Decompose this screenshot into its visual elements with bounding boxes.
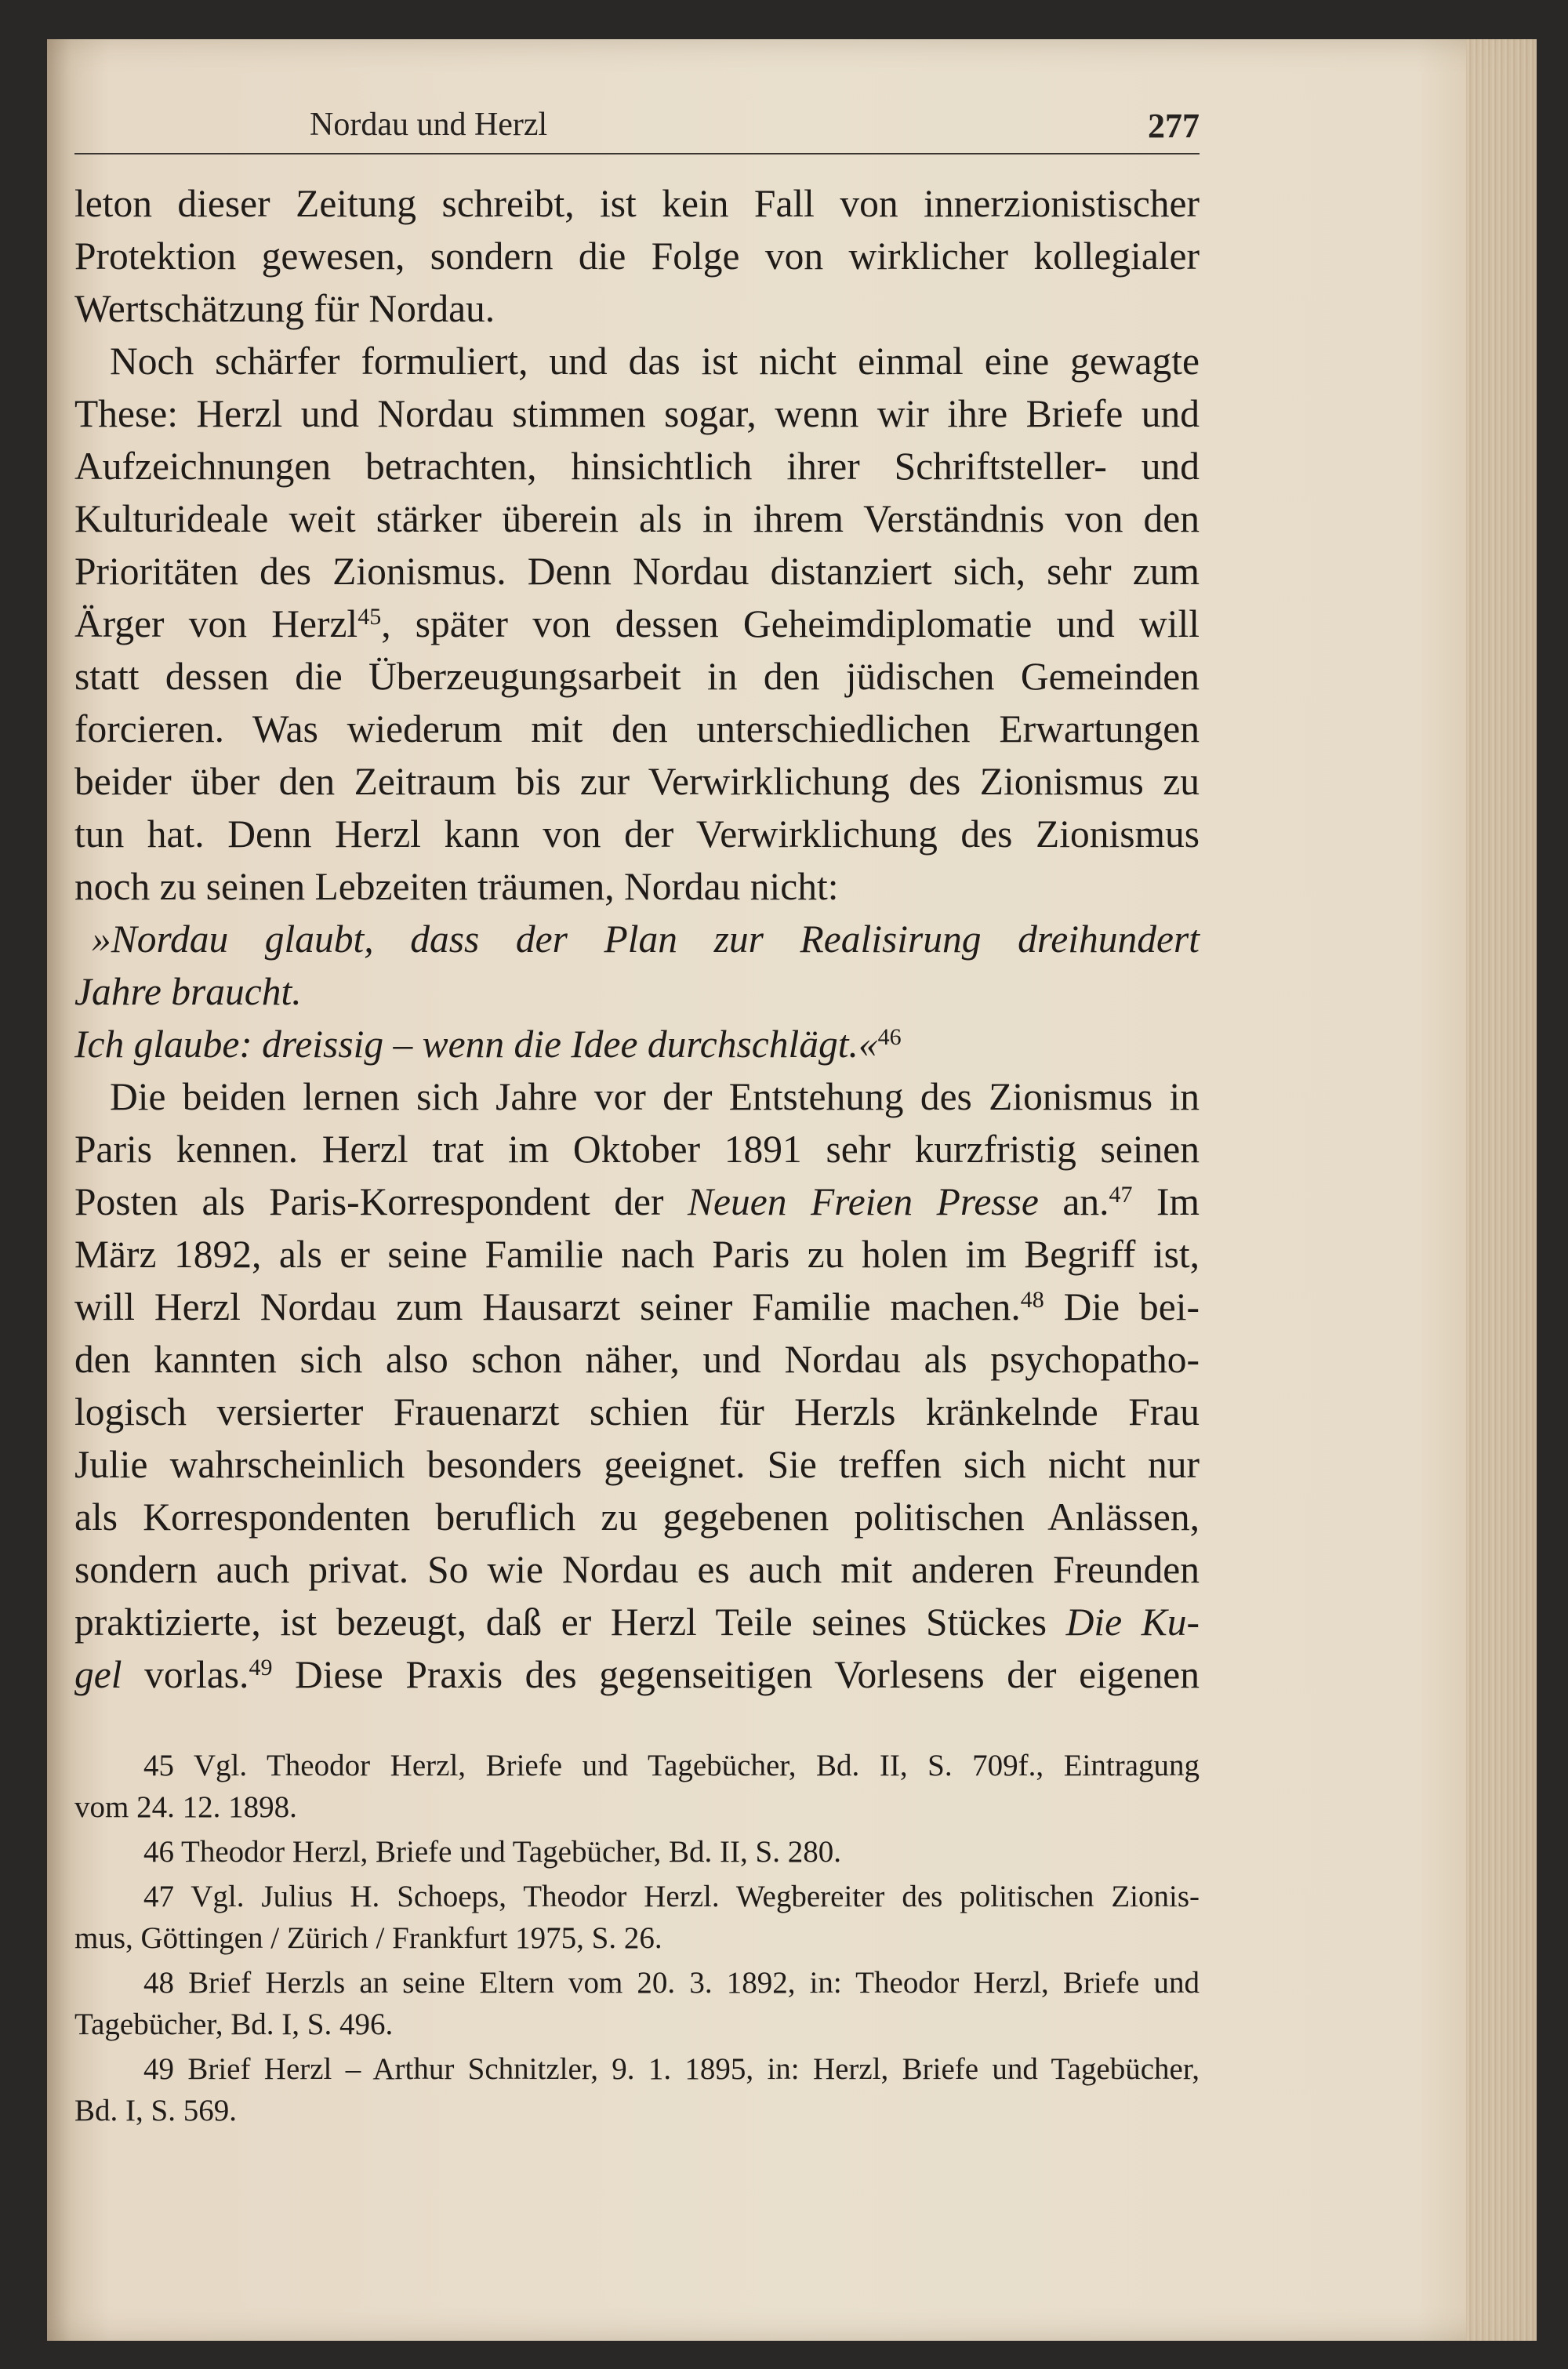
footnote-line: 48 Brief Herzls an seine Eltern vom 20. 3. 1892, in: Theodor Herzl, Briefe und [143,1966,1200,2000]
text-line: forcieren. Was wiederum mit den unterschiedlichen Erwartungen [74,707,1200,750]
text-line: Noch schärfer formuliert, und das ist nicht einmal eine gewagte [110,340,1200,383]
text-line: praktizierte, ist bezeugt, daß er Herzl Teile seines Stückes Die Ku- [74,1601,1200,1644]
footnote-ref-48: 48 [1020,1287,1044,1313]
footnote-ref-49: 49 [249,1655,273,1680]
text-line: Julie wahrscheinlich besonders geeignet. Sie treffen sich nicht nur [74,1443,1200,1486]
footnote-ref-45: 45 [358,604,382,630]
quote-line: Jahre braucht. [74,970,302,1013]
quote-line: Ich glaube: dreissig – wenn die Idee durchschlägt.«$^{46}$ [74,1023,902,1066]
footnotes [74,1745,1200,2135]
text-line: Prioritäten des Zionismus. Denn Nordau distanziert sich, sehr zum [74,550,1200,593]
footnote-ref-46: 46 [877,1024,902,1050]
footnote-line: 45 Vgl. Theodor Herzl, Briefe und Tagebücher, Bd. II, S. 709f., Eintragung [143,1749,1200,1782]
text-line: gel vorlas.$^{49}$ Diese Praxis des gegenseitigen Vorlesens der eigenen [74,1653,1200,1696]
newspaper-title: Neuen Freien Presse [688,1180,1039,1223]
text-line: leton dieser Zeitung schreibt, ist kein Fall von innerzionistischer [74,182,1200,225]
text-line: beider über den Zeitraum bis zur Verwirklichung des Zionismus zu [74,760,1200,803]
text-line: noch zu seinen Lebzeiten träumen, Nordau nicht: [74,865,839,908]
text-line: Die beiden lernen sich Jahre vor der Entstehung des Zionismus in [110,1075,1200,1118]
footnote-ref-47: 47 [1109,1182,1133,1208]
text-line: Kulturideale weit stärker überein als in ihrem Verständnis von den [74,497,1200,540]
footnote-49 [74,2048,1200,2131]
footnote-line: 46 Theodor Herzl, Briefe und Tagebücher, Bd. II, S. 280. [143,1835,841,1869]
quote-line: »Nordau glaubt, dass der Plan zur Realisirung dreihundert [92,917,1200,961]
text-line: will Herzl Nordau zum Hausarzt seiner Familie machen.$^{48}$ Die bei- [74,1285,1200,1328]
page-number: 277 [1148,107,1200,145]
text-line: den kannten sich also schon näher, und Nordau als psychopatho- [74,1338,1200,1381]
text-line: März 1892, als er seine Familie nach Paris zu holen im Begriff ist, [74,1233,1200,1276]
text-line: Aufzeichnungen betrachten, hinsichtlich ihrer Schriftsteller- und [74,445,1200,488]
text-line: Wertschätzung für Nordau. [74,287,495,330]
text-line: Posten als Paris-Korrespondent der Neuen Freien Presse an.$^{47}$ Im [74,1180,1200,1223]
footnote-line: 49 Brief Herzl – Arthur Schnitzler, 9. 1. 1895, in: Herzl, Briefe und Tagebücher, [143,2052,1200,2086]
footnote-48 [74,1962,1200,2045]
footnote-line: Bd. I, S. 569. [74,2094,237,2127]
footnote-45 [74,1745,1200,1828]
running-header [74,106,1200,154]
text-line: sondern auch privat. So wie Nordau es auch mit anderen Freunden [74,1548,1200,1591]
main-text [74,177,1200,1701]
footnote-line: 47 Vgl. Julius H. Schoeps, Theodor Herzl. Wegbereiter des politischen Zionis- [143,1880,1200,1913]
text-line: als Korrespondenten beruflich zu gegebenen politischen Anlässen, [74,1495,1200,1539]
text-line: Ärger von Herzl$^{45}$, später von dessen Geheimdiplomatie und will [74,602,1200,645]
footnote-46 [74,1831,1200,1873]
text-line: tun hat. Denn Herzl kann von der Verwirklichung des Zionismus [74,812,1200,856]
text-line: Protektion gewesen, sondern die Folge von wirklicher kollegialer [74,234,1200,278]
running-title: Nordau und Herzl [310,107,548,143]
page-edge [1466,39,1537,2341]
text-line: These: Herzl und Nordau stimmen sogar, wenn wir ihre Briefe und [74,392,1200,435]
text-line: Paris kennen. Herzl trat im Oktober 1891 sehr kurzfristig seinen [74,1128,1200,1171]
footnote-47 [74,1876,1200,1959]
footnote-line: vom 24. 12. 1898. [74,1790,297,1824]
footnote-line: mus, Göttingen / Zürich / Frankfurt 1975, S. 26. [74,1921,662,1955]
text-line: statt dessen die Überzeugungsarbeit in den jüdischen Gemeinden [74,655,1200,698]
play-title: Die Ku- [1065,1601,1200,1644]
footnote-line: Tagebücher, Bd. I, S. 496. [74,2007,394,2041]
text-line: logisch versierter Frauenarzt schien für Herzls kränkelnde Frau [74,1390,1200,1433]
